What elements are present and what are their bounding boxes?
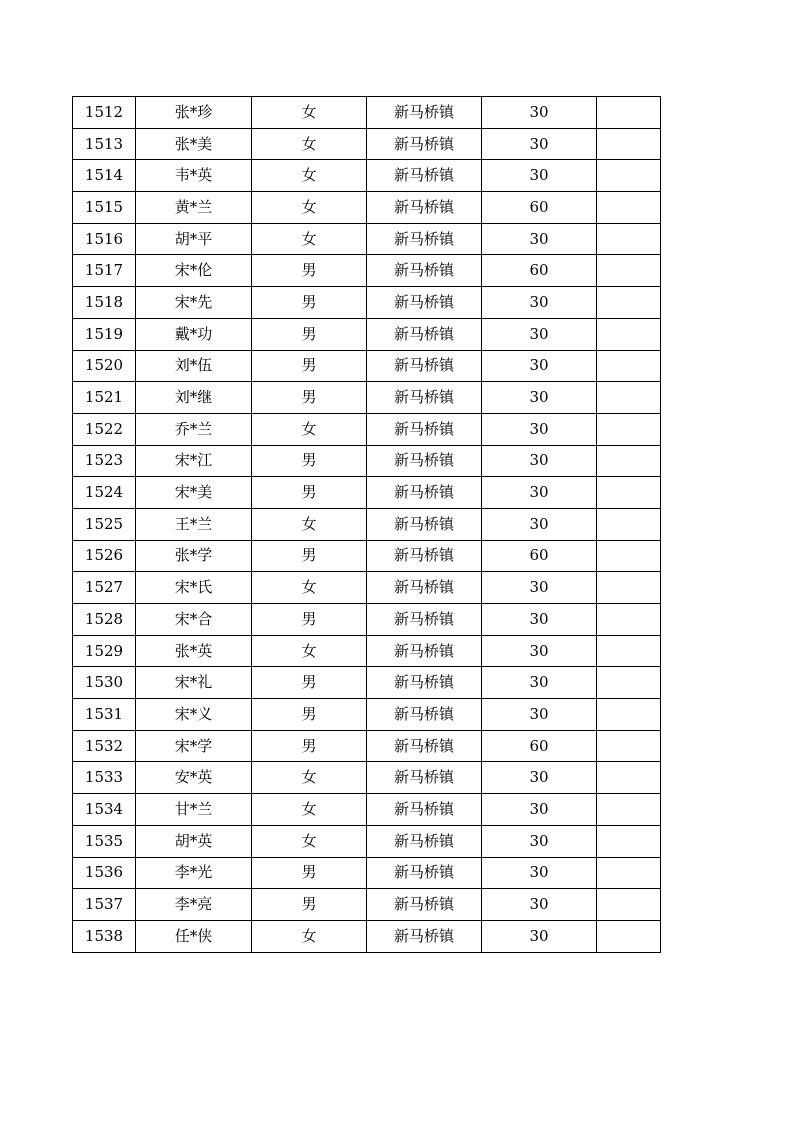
amount-cell: 60 <box>482 255 597 287</box>
name-cell: 宋*义 <box>136 699 252 731</box>
gender-cell: 女 <box>252 572 367 604</box>
row-number-cell: 1535 <box>73 825 136 857</box>
name-cell: 安*英 <box>136 762 252 794</box>
town-cell: 新马桥镇 <box>367 604 482 636</box>
row-number-cell: 1538 <box>73 920 136 952</box>
note-cell <box>597 128 661 160</box>
note-cell <box>597 762 661 794</box>
roster-table <box>72 96 661 953</box>
name-cell: 宋*合 <box>136 604 252 636</box>
row-number-cell: 1529 <box>73 635 136 667</box>
note-cell <box>597 920 661 952</box>
table-row <box>73 730 661 762</box>
table-row <box>73 255 661 287</box>
name-cell: 刘*伍 <box>136 350 252 382</box>
town-cell: 新马桥镇 <box>367 699 482 731</box>
town-cell: 新马桥镇 <box>367 413 482 445</box>
amount-cell: 60 <box>482 540 597 572</box>
note-cell <box>597 825 661 857</box>
amount-cell: 30 <box>482 635 597 667</box>
gender-cell: 男 <box>252 445 367 477</box>
amount-cell: 30 <box>482 699 597 731</box>
note-cell <box>597 794 661 826</box>
amount-cell: 30 <box>482 160 597 192</box>
amount-cell: 30 <box>482 413 597 445</box>
row-number-cell: 1512 <box>73 97 136 129</box>
note-cell <box>597 445 661 477</box>
row-number-cell: 1516 <box>73 223 136 255</box>
name-cell: 宋*江 <box>136 445 252 477</box>
name-cell: 乔*兰 <box>136 413 252 445</box>
gender-cell: 女 <box>252 97 367 129</box>
roster-body <box>73 97 661 953</box>
name-cell: 刘*继 <box>136 382 252 414</box>
row-number-cell: 1526 <box>73 540 136 572</box>
name-cell: 张*美 <box>136 128 252 160</box>
note-cell <box>597 318 661 350</box>
amount-cell: 30 <box>482 445 597 477</box>
name-cell: 李*光 <box>136 857 252 889</box>
amount-cell: 30 <box>482 223 597 255</box>
table-row <box>73 508 661 540</box>
town-cell: 新马桥镇 <box>367 128 482 160</box>
row-number-cell: 1528 <box>73 604 136 636</box>
name-cell: 胡*英 <box>136 825 252 857</box>
town-cell: 新马桥镇 <box>367 477 482 509</box>
note-cell <box>597 160 661 192</box>
table-row <box>73 477 661 509</box>
name-cell: 宋*学 <box>136 730 252 762</box>
row-number-cell: 1520 <box>73 350 136 382</box>
table-row <box>73 382 661 414</box>
row-number-cell: 1518 <box>73 287 136 319</box>
name-cell: 宋*礼 <box>136 667 252 699</box>
gender-cell: 女 <box>252 192 367 224</box>
row-number-cell: 1523 <box>73 445 136 477</box>
gender-cell: 男 <box>252 699 367 731</box>
gender-cell: 男 <box>252 604 367 636</box>
amount-cell: 30 <box>482 794 597 826</box>
name-cell: 宋*伦 <box>136 255 252 287</box>
note-cell <box>597 699 661 731</box>
row-number-cell: 1515 <box>73 192 136 224</box>
town-cell: 新马桥镇 <box>367 97 482 129</box>
gender-cell: 女 <box>252 508 367 540</box>
name-cell: 甘*兰 <box>136 794 252 826</box>
row-number-cell: 1517 <box>73 255 136 287</box>
gender-cell: 男 <box>252 477 367 509</box>
town-cell: 新马桥镇 <box>367 445 482 477</box>
amount-cell: 60 <box>482 192 597 224</box>
gender-cell: 女 <box>252 920 367 952</box>
row-number-cell: 1519 <box>73 318 136 350</box>
gender-cell: 女 <box>252 128 367 160</box>
town-cell: 新马桥镇 <box>367 667 482 699</box>
gender-cell: 男 <box>252 889 367 921</box>
name-cell: 胡*平 <box>136 223 252 255</box>
amount-cell: 30 <box>482 889 597 921</box>
note-cell <box>597 508 661 540</box>
name-cell: 宋*氏 <box>136 572 252 604</box>
table-row <box>73 445 661 477</box>
name-cell: 宋*美 <box>136 477 252 509</box>
note-cell <box>597 635 661 667</box>
town-cell: 新马桥镇 <box>367 508 482 540</box>
gender-cell: 男 <box>252 857 367 889</box>
gender-cell: 女 <box>252 794 367 826</box>
name-cell: 张*学 <box>136 540 252 572</box>
town-cell: 新马桥镇 <box>367 889 482 921</box>
note-cell <box>597 350 661 382</box>
table-row <box>73 318 661 350</box>
town-cell: 新马桥镇 <box>367 540 482 572</box>
town-cell: 新马桥镇 <box>367 287 482 319</box>
gender-cell: 男 <box>252 667 367 699</box>
name-cell: 宋*先 <box>136 287 252 319</box>
note-cell <box>597 477 661 509</box>
amount-cell: 30 <box>482 857 597 889</box>
table-row <box>73 889 661 921</box>
table-row <box>73 667 661 699</box>
town-cell: 新马桥镇 <box>367 920 482 952</box>
town-cell: 新马桥镇 <box>367 794 482 826</box>
table-row <box>73 128 661 160</box>
note-cell <box>597 382 661 414</box>
note-cell <box>597 97 661 129</box>
town-cell: 新马桥镇 <box>367 825 482 857</box>
amount-cell: 30 <box>482 318 597 350</box>
gender-cell: 女 <box>252 762 367 794</box>
note-cell <box>597 413 661 445</box>
gender-cell: 男 <box>252 287 367 319</box>
amount-cell: 30 <box>482 477 597 509</box>
name-cell: 张*珍 <box>136 97 252 129</box>
town-cell: 新马桥镇 <box>367 255 482 287</box>
name-cell: 黄*兰 <box>136 192 252 224</box>
name-cell: 戴*功 <box>136 318 252 350</box>
name-cell: 张*英 <box>136 635 252 667</box>
note-cell <box>597 572 661 604</box>
note-cell <box>597 889 661 921</box>
row-number-cell: 1536 <box>73 857 136 889</box>
amount-cell: 30 <box>482 97 597 129</box>
town-cell: 新马桥镇 <box>367 223 482 255</box>
amount-cell: 30 <box>482 604 597 636</box>
town-cell: 新马桥镇 <box>367 382 482 414</box>
town-cell: 新马桥镇 <box>367 730 482 762</box>
note-cell <box>597 192 661 224</box>
amount-cell: 30 <box>482 762 597 794</box>
table-row <box>73 413 661 445</box>
gender-cell: 男 <box>252 350 367 382</box>
table-row <box>73 350 661 382</box>
note-cell <box>597 255 661 287</box>
table-row <box>73 604 661 636</box>
amount-cell: 30 <box>482 128 597 160</box>
row-number-cell: 1521 <box>73 382 136 414</box>
row-number-cell: 1514 <box>73 160 136 192</box>
gender-cell: 男 <box>252 540 367 572</box>
town-cell: 新马桥镇 <box>367 318 482 350</box>
row-number-cell: 1537 <box>73 889 136 921</box>
gender-cell: 女 <box>252 635 367 667</box>
town-cell: 新马桥镇 <box>367 160 482 192</box>
note-cell <box>597 604 661 636</box>
amount-cell: 60 <box>482 730 597 762</box>
note-cell <box>597 857 661 889</box>
row-number-cell: 1532 <box>73 730 136 762</box>
row-number-cell: 1530 <box>73 667 136 699</box>
town-cell: 新马桥镇 <box>367 635 482 667</box>
town-cell: 新马桥镇 <box>367 192 482 224</box>
amount-cell: 30 <box>482 920 597 952</box>
note-cell <box>597 667 661 699</box>
table-row <box>73 192 661 224</box>
note-cell <box>597 540 661 572</box>
gender-cell: 男 <box>252 382 367 414</box>
row-number-cell: 1524 <box>73 477 136 509</box>
note-cell <box>597 730 661 762</box>
amount-cell: 30 <box>482 572 597 604</box>
row-number-cell: 1513 <box>73 128 136 160</box>
table-row <box>73 97 661 129</box>
name-cell: 王*兰 <box>136 508 252 540</box>
amount-cell: 30 <box>482 287 597 319</box>
table-row <box>73 920 661 952</box>
town-cell: 新马桥镇 <box>367 762 482 794</box>
gender-cell: 男 <box>252 318 367 350</box>
table-row <box>73 825 661 857</box>
table-row <box>73 635 661 667</box>
table-row <box>73 699 661 731</box>
row-number-cell: 1533 <box>73 762 136 794</box>
table-row <box>73 794 661 826</box>
note-cell <box>597 287 661 319</box>
town-cell: 新马桥镇 <box>367 350 482 382</box>
gender-cell: 女 <box>252 160 367 192</box>
amount-cell: 30 <box>482 508 597 540</box>
table-row <box>73 572 661 604</box>
table-row <box>73 160 661 192</box>
table-row <box>73 540 661 572</box>
gender-cell: 女 <box>252 413 367 445</box>
gender-cell: 女 <box>252 223 367 255</box>
table-row <box>73 287 661 319</box>
amount-cell: 30 <box>482 825 597 857</box>
row-number-cell: 1531 <box>73 699 136 731</box>
gender-cell: 男 <box>252 255 367 287</box>
row-number-cell: 1525 <box>73 508 136 540</box>
name-cell: 李*亮 <box>136 889 252 921</box>
gender-cell: 男 <box>252 730 367 762</box>
row-number-cell: 1534 <box>73 794 136 826</box>
name-cell: 韦*英 <box>136 160 252 192</box>
amount-cell: 30 <box>482 382 597 414</box>
table-row <box>73 857 661 889</box>
name-cell: 任*侠 <box>136 920 252 952</box>
town-cell: 新马桥镇 <box>367 857 482 889</box>
row-number-cell: 1527 <box>73 572 136 604</box>
note-cell <box>597 223 661 255</box>
table-row <box>73 762 661 794</box>
row-number-cell: 1522 <box>73 413 136 445</box>
table-row <box>73 223 661 255</box>
amount-cell: 30 <box>482 350 597 382</box>
amount-cell: 30 <box>482 667 597 699</box>
town-cell: 新马桥镇 <box>367 572 482 604</box>
gender-cell: 女 <box>252 825 367 857</box>
